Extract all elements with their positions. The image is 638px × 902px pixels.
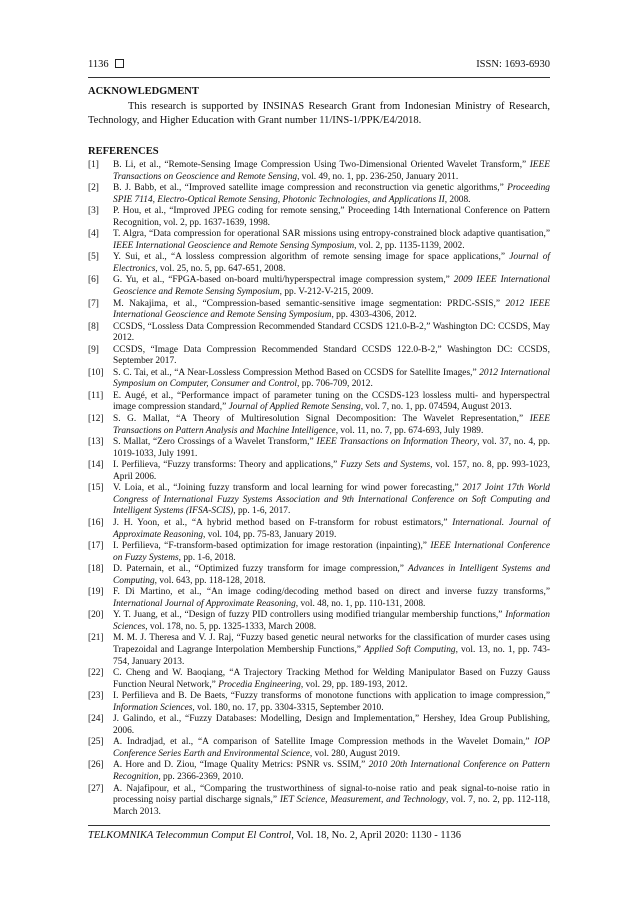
reference-source: Fuzzy Sets and Systems (340, 460, 431, 471)
reference-number: [4] (88, 229, 99, 240)
reference-text: J. Galindo, et al., “Fuzzy Databases: Modelling, Design and Implementation,” Hershey, Idea Group Publishing, 2006. (113, 714, 550, 736)
reference-number: [16] (88, 517, 104, 528)
reference-text: C. Cheng and W. Baoqiang, “A Trajectory Tracking Method for Welding Manipulator Based on Fuzzy Gauss Function Neural Network,” (113, 668, 550, 690)
reference-source: 2010 20th International Conference on Pattern Recognition (113, 760, 550, 782)
reference-item (88, 229, 550, 252)
reference-number: [22] (88, 668, 104, 679)
reference-text: A. Hore and D. Ziou, “Image Quality Metrics: PSNR vs. SSIM,” (113, 760, 369, 771)
reference-source: Proceeding SPIE 7114, Electro-Optical Remote Sensing, Photonic Technologies, and Applications II (113, 183, 550, 205)
journal-details: , Vol. 18, No. 2, April 2020: 1130 - 1136 (291, 830, 461, 841)
reference-source: IOP Conference Series Earth and Environmental Science (113, 737, 550, 759)
reference-source: Procedia Engineering (218, 679, 301, 690)
reference-source: 2009 IEEE International Geoscience and Remote Sensing Symposium (113, 275, 551, 298)
reference-item (88, 668, 550, 691)
reference-number: [11] (88, 390, 104, 401)
reference-text: A. Najafipour, et al., “Comparing the trustworthiness of signal-to-noise ratio and peak signal-to-noise ratio in processing noisy partial discharge signals,” (113, 783, 550, 806)
issn: ISSN: 1693-6930 (476, 59, 550, 70)
reference-item (88, 414, 550, 437)
reference-source: 2012 IEEE International Geoscience and Remote Sensing Symposium (113, 298, 550, 321)
reference-source: Information Sciences (113, 702, 193, 713)
reference-number: [18] (88, 564, 104, 575)
reference-number: [5] (88, 252, 99, 263)
reference-source: Advances in Intelligent Systems and Computing (113, 564, 551, 586)
reference-item (88, 691, 550, 714)
reference-number: [1] (88, 160, 99, 170)
reference-source: 2012 International Symposium on Computer, Consumer and Control (113, 367, 550, 390)
reference-item (88, 460, 550, 483)
reference-text: , vol. 25, no. 5, pp. 647-651, 2008. (155, 263, 286, 274)
reference-text: S. Mallat, “Zero Crossings of a Wavelet Transform,” (113, 437, 317, 448)
reference-number: [21] (88, 633, 104, 644)
reference-number: [17] (88, 541, 104, 552)
reference-text: , vol. 280, August 2019. (309, 748, 401, 759)
reference-text: CCSDS, “Image Data Compression Recommended Standard CCSDS 122.0-B-2,” Washington DC: CCSDS, September 2017. (113, 344, 550, 367)
reference-text: A. Indradjad, et al., “A comparison of Satellite Image Compression methods in the Wavelet Domain,” (113, 737, 535, 748)
reference-number: [27] (88, 783, 104, 794)
reference-source: IEEE Transactions on Information Theory (316, 437, 478, 448)
reference-item (88, 737, 550, 760)
page-number: 1136 (88, 59, 109, 70)
acknowledgment-text: This research is supported by INSINAS Research Grant from Indonesian Ministry of Research, Technology, and Higher Education with Grant number 11/INS-1/PPK/E4/2018. (88, 101, 550, 126)
reference-source: IEEE International Conference on Fuzzy Systems (113, 541, 550, 563)
reference-item (88, 299, 550, 322)
reference-text: I. Perfilieva, “Fuzzy transforms: Theory and applications,” (113, 460, 341, 471)
reference-text: , pp. V-212-V-215, 2009. (279, 287, 374, 298)
reference-item (88, 483, 550, 518)
reference-text: , vol. 37, no. 4, pp. 1019-1033, July 1991. (113, 437, 551, 459)
reference-text: , vol. 48, no. 1, pp. 110-131, 2008. (295, 598, 426, 609)
reference-text: S. C. Tai, et al., “A Near-Lossless Compression Method Based on CCSDS for Satellite Images,” (113, 367, 480, 378)
reference-item (88, 183, 550, 206)
reference-number: [19] (88, 587, 104, 598)
reference-text: , vol. 104, pp. 75-83, January 2019. (203, 529, 337, 540)
reference-source: Journal of Applied Remote Sensing (228, 402, 361, 413)
reference-text: , vol. 180, no. 17, pp. 3304-3315, September 2010. (192, 702, 384, 713)
reference-item (88, 610, 550, 633)
reference-text: , pp. 1-6, 2018. (178, 552, 236, 563)
reference-text: , vol. 2, pp. 1135-1139, 2002. (354, 240, 465, 251)
reference-text: B. Li, et al., “Remote-Sensing Image Compression Using Two-Dimensional Oriented Wavelet Transform,” (113, 160, 530, 170)
reference-number: [6] (88, 275, 99, 286)
reference-number: [9] (88, 344, 99, 355)
reference-item (88, 322, 550, 345)
journal-name: TELKOMNIKA Telecommun Comput El Control (88, 830, 292, 841)
reference-text: V. Loia, et al., “Joining fuzzy transform and local learning for wind power forecasting,” (113, 483, 463, 494)
square-icon (115, 59, 124, 68)
reference-number: [13] (88, 437, 104, 448)
reference-number: [25] (88, 737, 104, 748)
reference-text: J. H. Yoon, et al., “A hybrid method based on F-transform for robust estimators,” (113, 517, 453, 528)
reference-text: , pp. 706-709, 2012. (297, 379, 373, 390)
reference-item (88, 345, 550, 368)
reference-source: International Journal of Approximate Reasoning (113, 598, 296, 609)
reference-item (88, 437, 550, 460)
reference-source: IEEE Transactions on Geoscience and Remote Sensing (113, 160, 550, 182)
reference-text: P. Hou, et al., “Improved JPEG coding for remote sensing,” Proceeding 14th International Conference on Pattern Recognition, vol. 2, pp. 1637-1639, 1998. (113, 206, 550, 228)
reference-item (88, 206, 550, 229)
reference-text: Y. T. Juang, et al., “Design of fuzzy PID controllers using modified triangular membership functions,” (113, 610, 506, 621)
reference-source: IEEE Transactions on Pattern Analysis and Machine Intelligence (113, 414, 550, 436)
reference-number: [14] (88, 460, 104, 471)
reference-text: , vol. 157, no. 8, pp. 993-1023, April 2006. (113, 460, 550, 482)
reference-number: [23] (88, 691, 104, 702)
reference-item (88, 587, 550, 610)
reference-number: [10] (88, 367, 104, 378)
reference-text: , pp. 4303-4306, 2012. (331, 310, 417, 321)
reference-source: Applied Soft Computing (364, 644, 456, 655)
page-header (88, 59, 550, 75)
acknowledgment-title: ACKNOWLEDGMENT (88, 86, 199, 97)
reference-source: IET Science, Measurement, and Technology (279, 795, 446, 806)
reference-source: 2017 Joint 17th World Congress of International Fuzzy Systems Association and 9th International Conference on Soft Computing and Intelligent Systems (IFSA-SCIS) (113, 483, 550, 517)
reference-text: B. J. Babb, et al., “Improved satellite image compression and reconstruction via genetic algorithms,” (113, 183, 508, 194)
reference-text: , vol. 7, no. 2, pp. 112-118, March 2013. (113, 795, 551, 817)
reference-item (88, 760, 550, 783)
reference-item (88, 564, 550, 587)
reference-text: M. Nakajima, et al., “Compression-based semantic-sensitive image segmentation: PRDC-SSIS,” (113, 298, 506, 309)
reference-number: [15] (88, 483, 104, 494)
reference-text: , vol. 49, no. 1, pp. 236-250, January 2011. (297, 171, 459, 182)
reference-text: E. Augé, et al., “Performance impact of parameter tuning on the CCSDS-123 lossless multi- and hyperspectral image compression standard,” (113, 390, 550, 413)
reference-source: Journal of Electronics (113, 252, 550, 274)
page-footer (88, 830, 461, 841)
reference-item (88, 541, 550, 564)
reference-text: T. Algra, “Data compression for operational SAR missions using entropy-constrained block adaptive quantisation,” (113, 229, 550, 240)
footer-rule (88, 825, 550, 826)
reference-text: , vol. 13, no. 1, pp. 743-754, January 2013. (113, 644, 550, 667)
reference-number: [12] (88, 414, 104, 425)
reference-text: I. Perfilieva and B. De Baets, “Fuzzy transforms of monotone functions with application to image compression,” (113, 691, 550, 702)
reference-text: , vol. 29, pp. 189-193, 2012. (300, 679, 408, 690)
reference-text: , vol. 643, pp. 118-128, 2018. (154, 575, 266, 586)
reference-item (88, 252, 550, 275)
reference-item (88, 391, 550, 414)
reference-text: , vol. 178, no. 5, pp. 1325-1333, March 2008. (145, 621, 317, 632)
reference-text: F. Di Martino, et al., “An image coding/decoding method based on direct and inverse fuzzy transforms,” (113, 587, 550, 598)
reference-text: I. Perfilieva, “F-transform-based optimization for image restoration (inpainting),” (113, 541, 431, 552)
reference-item (88, 518, 550, 541)
reference-item (88, 160, 550, 183)
header-rule (88, 77, 550, 78)
reference-text: G. Yu, et al., “FPGA-based on-board multi/hyperspectral image compression system,” (113, 275, 454, 286)
reference-text: M. M. J. Theresa and V. J. Raj, “Fuzzy based genetic neural networks for the classification of murder cases using Trapezoidal and Lagrange Interpolation Membership Functions,” (113, 633, 550, 655)
reference-source: International. Journal of Approximate Reasoning (113, 517, 551, 540)
reference-number: [2] (88, 183, 99, 194)
reference-text: , pp. 2366-2369, 2010. (158, 771, 244, 782)
reference-number: [8] (88, 321, 99, 332)
reference-text: Y. Sui, et al., “A lossless compression algorithm of remote sensing image for space applications,” (113, 252, 510, 263)
reference-source: IEEE International Geoscience and Remote Sensing Symposium (113, 240, 355, 251)
reference-text: , vol. 7, no. 1, pp. 074594, August 2013. (360, 402, 512, 413)
reference-number: [24] (88, 714, 104, 725)
reference-text: S. G. Mallat, “A Theory of Multiresolution Signal Decomposition: The Wavelet Representation,” (113, 414, 530, 425)
reference-item (88, 714, 550, 737)
reference-text: CCSDS, “Lossless Data Compression Recommended Standard CCSDS 121.0-B-2,” Washington DC: CCSDS, May 2012. (113, 321, 550, 344)
reference-item (88, 633, 550, 668)
reference-number: [3] (88, 206, 99, 217)
reference-item (88, 368, 550, 391)
reference-number: [7] (88, 298, 99, 309)
reference-item (88, 275, 550, 298)
reference-number: [26] (88, 760, 104, 771)
reference-text: D. Paternain, et al., “Optimized fuzzy transform for image compression,” (113, 564, 409, 575)
references-title: REFERENCES (88, 146, 159, 157)
reference-item (88, 784, 550, 819)
reference-text: , 2008. (444, 194, 471, 205)
reference-text: , pp. 1-6, 2017. (233, 506, 291, 517)
references-list (88, 160, 550, 818)
reference-source: Information Sciences (113, 610, 550, 632)
reference-number: [20] (88, 610, 104, 621)
reference-text: , vol. 11, no. 7, pp. 674-693, July 1989. (335, 425, 484, 436)
